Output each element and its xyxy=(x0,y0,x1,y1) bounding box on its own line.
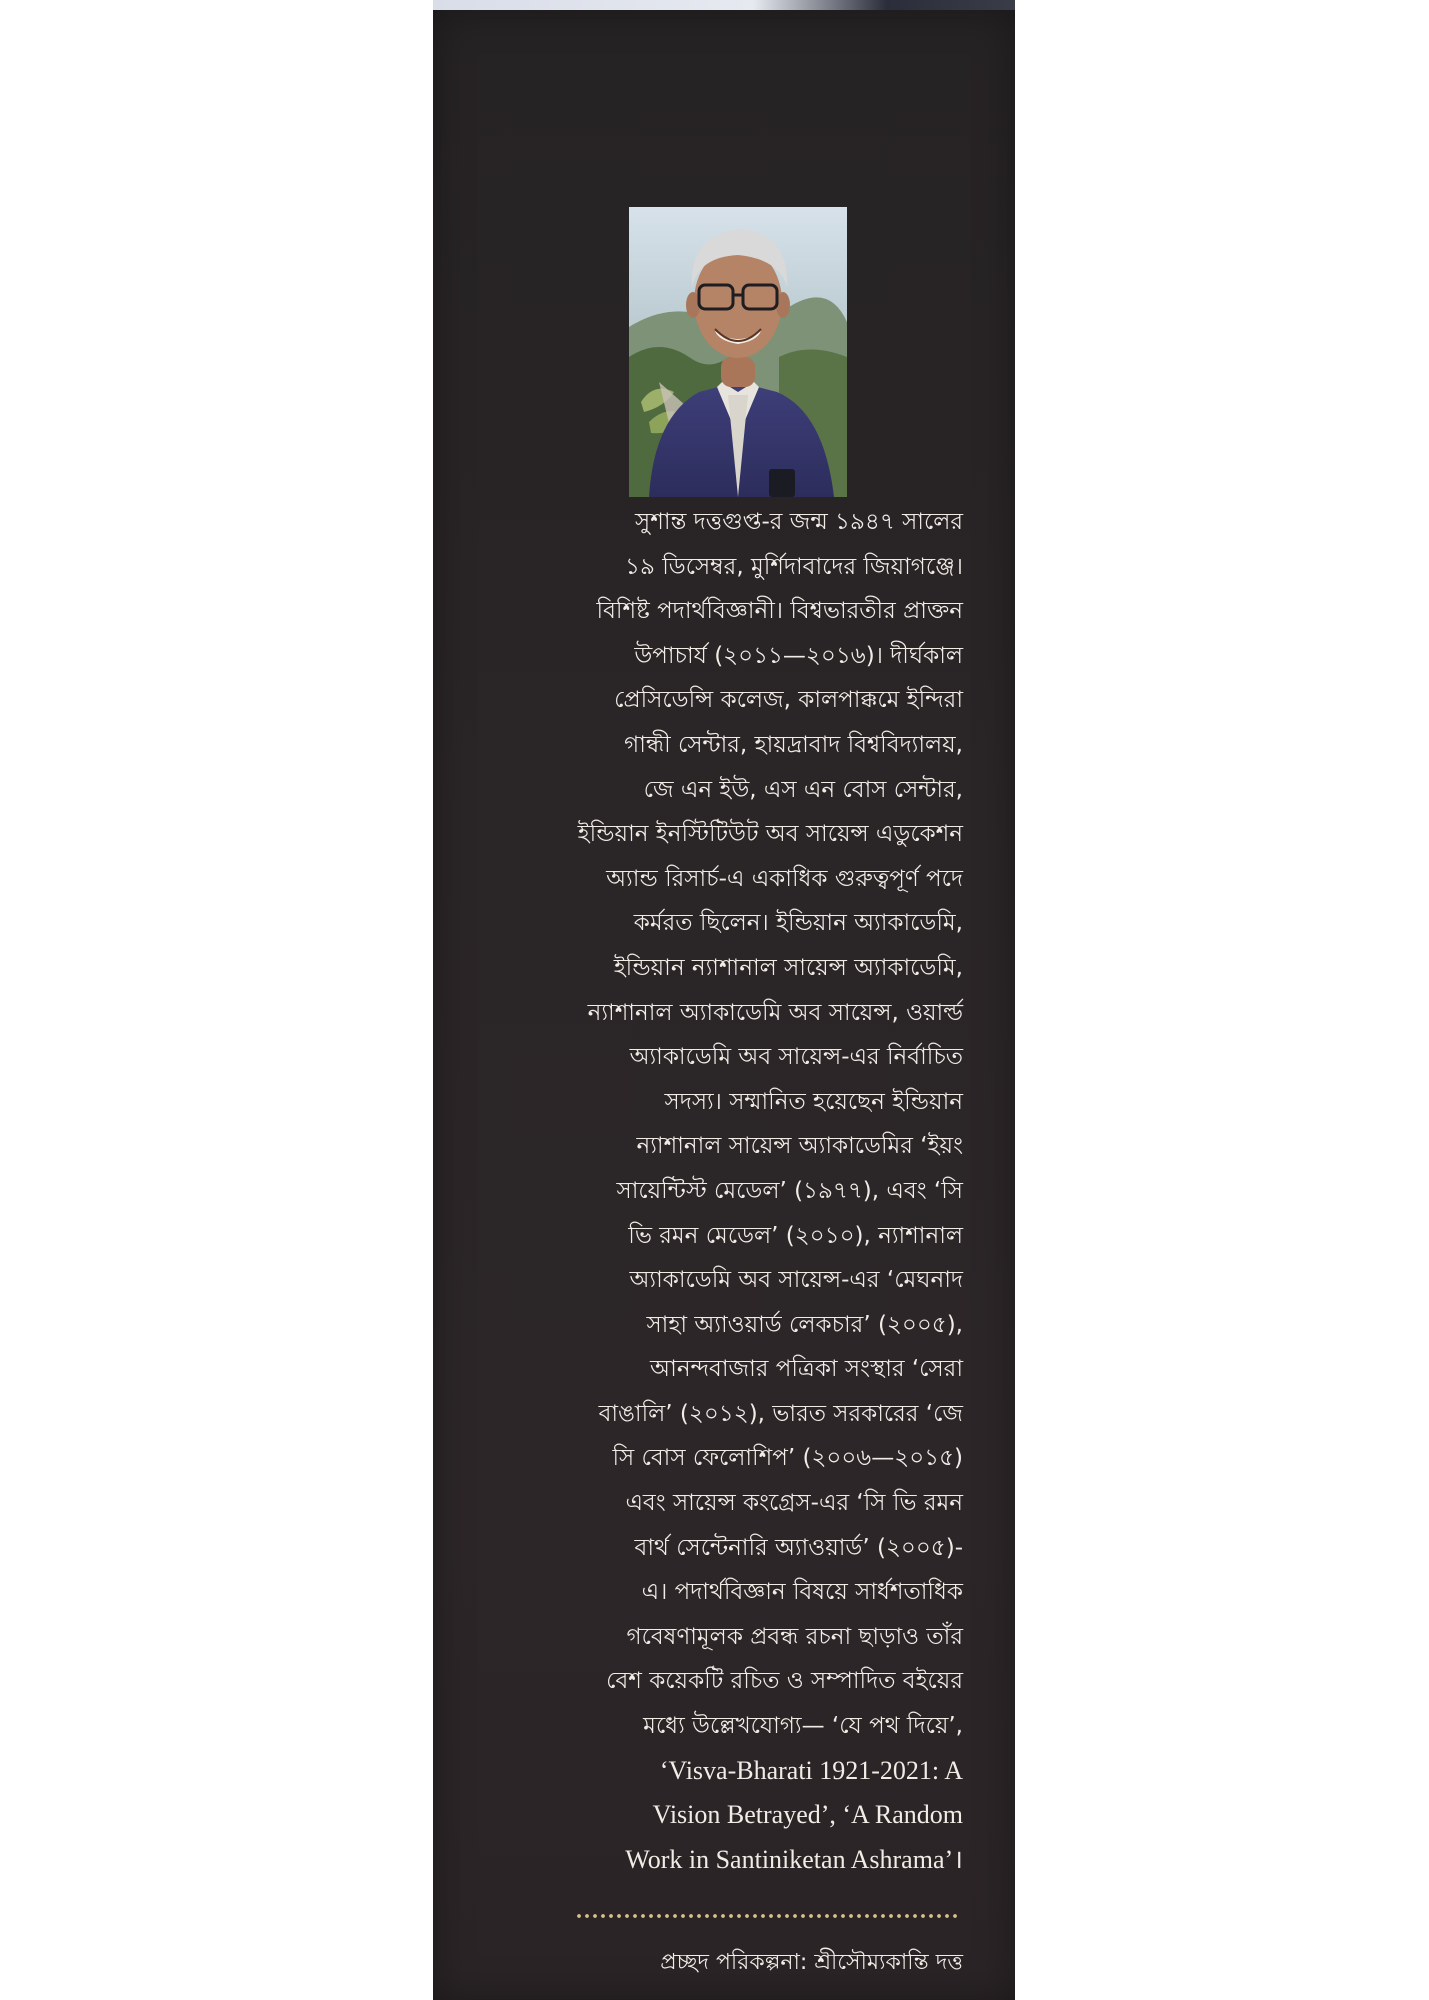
bio-line: ন্যাশানাল অ্যাকাডেমি অব সায়েন্স, ওয়ার্ল্ড xyxy=(587,999,963,1026)
bio-line: সায়েন্টিস্ট মেডেল’ (১৯৭৭), এবং ‘সি xyxy=(616,1177,963,1204)
bio-line: অ্যাকাডেমি অব সায়েন্স-এর ‘মেঘনাদ xyxy=(629,1267,963,1294)
author-biography xyxy=(533,500,963,1882)
dotted-divider xyxy=(575,1913,960,1919)
bio-line: বিশিষ্ট পদার্থবিজ্ঞানী। বিশ্বভারতীর প্রাক্তন xyxy=(596,598,963,625)
bio-line: অ্যান্ড রিসার্চ-এ একাধিক গুরুত্বপূর্ণ পদে xyxy=(606,865,963,892)
bio-line: আনন্দবাজার পত্রিকা সংস্থার ‘সেরা xyxy=(650,1356,963,1383)
bio-line: ভি রমন মেডেল’ (২০১০), ন্যাশানাল xyxy=(628,1222,963,1249)
bio-line: ইন্ডিয়ান ইনস্টিটিউট অব সায়েন্স এডুকেশন xyxy=(577,821,963,848)
bio-line: গান্ধী সেন্টার, হায়দ্রাবাদ বিশ্ববিদ্যালয়, xyxy=(624,731,963,758)
bio-line: অ্যাকাডেমি অব সায়েন্স-এর নির্বাচিত xyxy=(629,1044,963,1071)
portrait-photo-icon xyxy=(629,207,847,497)
bio-line: সদস্য। সম্মানিত হয়েছেন ইন্ডিয়ান xyxy=(664,1088,963,1115)
bio-line: মধ্যে উল্লেখযোগ্য— ‘যে পথ দিয়ে’, xyxy=(643,1713,963,1740)
bio-line: এ। পদার্থবিজ্ঞান বিষয়ে সার্ধশতাধিক xyxy=(641,1579,963,1606)
bio-line: ন্যাশানাল সায়েন্স অ্যাকাডেমির ‘ইয়ং xyxy=(636,1133,963,1160)
bio-line: জে এন ইউ, এস এন বোস সেন্টার, xyxy=(643,776,963,803)
bio-line: সাহা অ্যাওয়ার্ড লেকচার’ (২০০৫), xyxy=(646,1311,963,1338)
bio-line-english: ‘Visva-Bharati 1921-2021: A xyxy=(659,1755,963,1785)
bio-line: সি বোস ফেলোশিপ’ (২০০৬—২০১৫) xyxy=(612,1445,963,1472)
bio-line: প্রেসিডেন্সি কলেজ, কালপাক্কমে ইন্দিরা xyxy=(614,687,963,714)
bio-line: ১৯ ডিসেম্বর, মুর্শিদাবাদের জিয়াগঞ্জে। xyxy=(625,553,963,580)
bio-line-english: Work in Santiniketan Ashrama’। xyxy=(625,1844,963,1874)
bio-line: সুশান্ত দত্তগুপ্ত-র জন্ম ১৯৪৭ সালের xyxy=(635,509,963,535)
bio-line: বার্থ সেন্টেনারি অ্যাওয়ার্ড’ (২০০৫)- xyxy=(634,1534,963,1561)
bio-line: উপাচার্য (২০১১—২০১৬)। দীর্ঘকাল xyxy=(634,642,963,669)
bio-line: গবেষণামূলক প্রবন্ধ রচনা ছাড়াও তাঁর xyxy=(626,1623,963,1650)
bio-line: বেশ কয়েকটি রচিত ও সম্পাদিত বইয়ের xyxy=(606,1668,963,1695)
bio-line: এবং সায়েন্স কংগ্রেস-এর ‘সি ভি রমন xyxy=(625,1490,963,1517)
bio-line-english: Vision Betrayed’, ‘A Random xyxy=(652,1800,963,1830)
cover-design-credit: প্রচ্ছদ পরিকল্পনা: শ্রীসৌম্যকান্তি দত্ত xyxy=(660,1950,963,1975)
bio-line: কর্মরত ছিলেন। ইন্ডিয়ান অ্যাকাডেমি, xyxy=(633,910,963,937)
bio-line: বাঙালি’ (২০১২), ভারত সরকারের ‘জে xyxy=(598,1400,963,1427)
bio-line: ইন্ডিয়ান ন্যাশানাল সায়েন্স অ্যাকাডেমি, xyxy=(613,954,963,981)
author-photo xyxy=(629,207,847,497)
